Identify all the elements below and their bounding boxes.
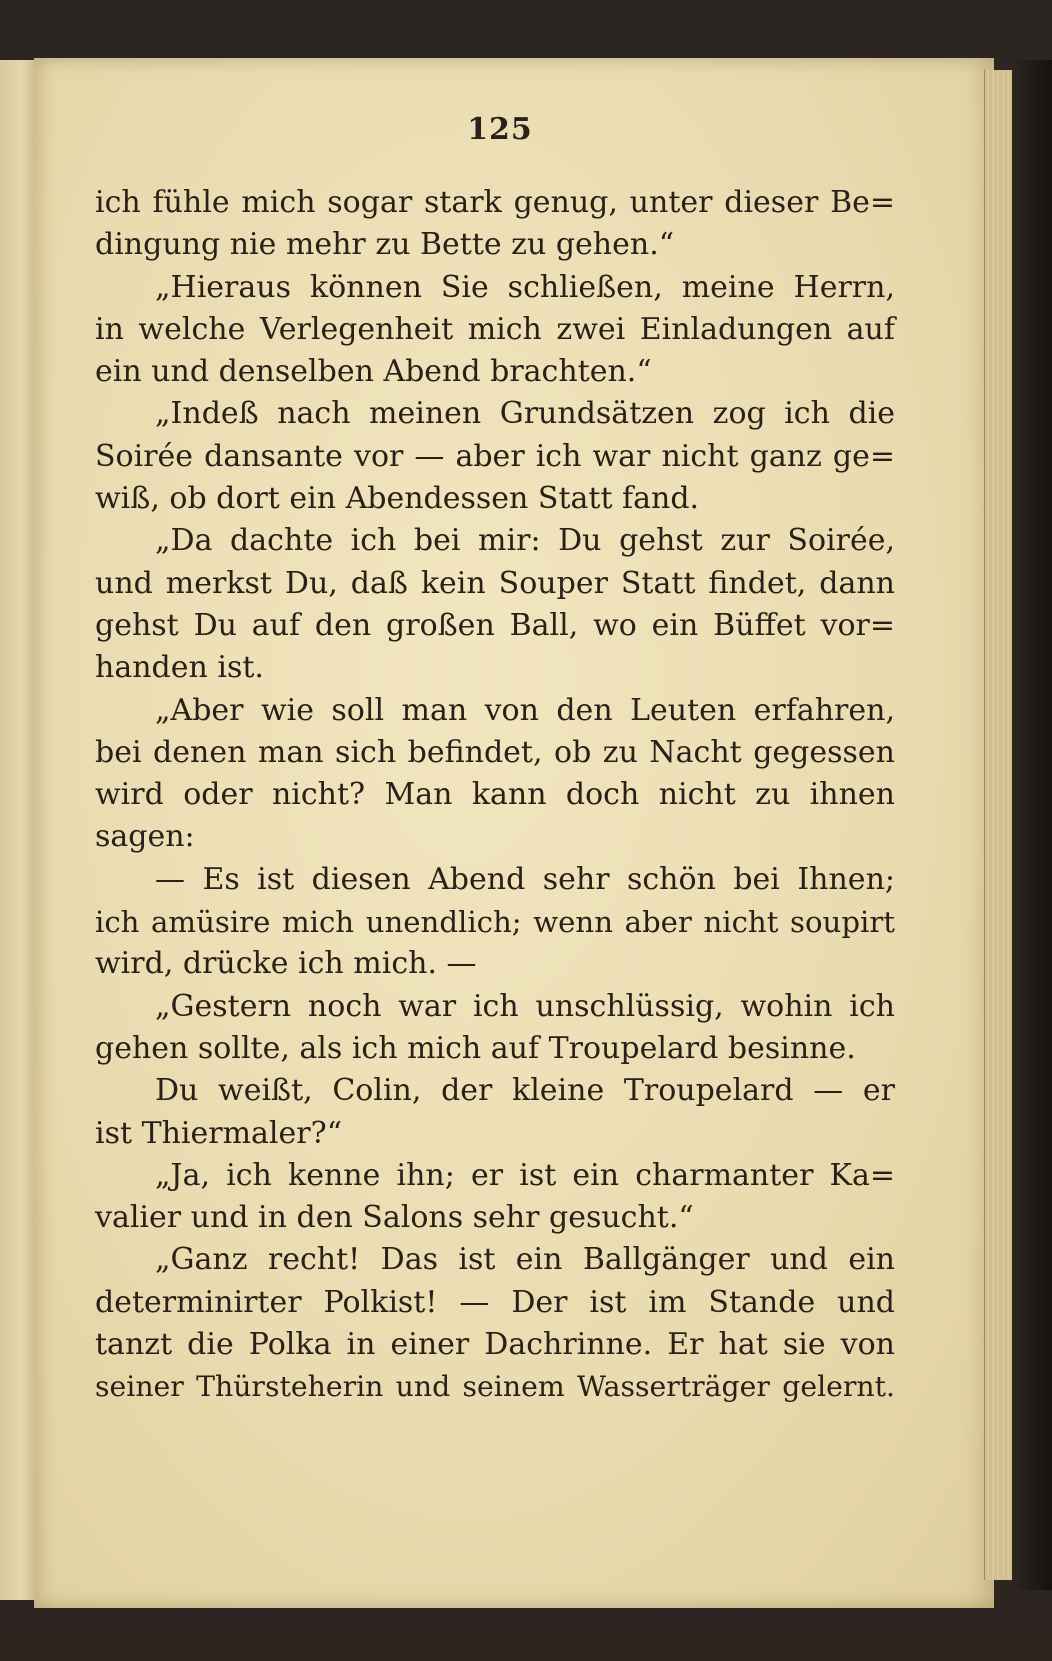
text-line: „Hieraus können Sie schließen, meine Herrn,: [155, 269, 895, 305]
text-line: „Indeß nach meinen Grundsätzen zog ich die: [155, 396, 895, 432]
text-line: handen ist.: [95, 650, 264, 686]
text-line: — Es ist diesen Abend sehr schön bei Ihnen;: [155, 861, 895, 897]
text-line: ist Thiermaler?“: [95, 1115, 343, 1151]
text-line: dingung nie mehr zu Bette zu gehen.“: [95, 227, 675, 263]
text-line: „Da dachte ich bei mir: Du gehst zur Soirée,: [155, 523, 895, 559]
text-line: „Aber wie soll man von den Leuten erfahren,: [155, 692, 895, 728]
text-line: sagen:: [95, 819, 195, 855]
text-line: „Ganz recht! Das ist ein Ballgänger und ein: [155, 1242, 895, 1278]
text-line: „Ja, ich kenne ihn; er ist ein charmanter Ka=: [155, 1157, 895, 1193]
text-line: gehen sollte, als ich mich auf Troupelard besinne.: [95, 1030, 856, 1066]
text-line: ein und denselben Abend brachten.“: [95, 354, 652, 390]
binding-shadow: [1012, 60, 1052, 1590]
text-line: wird oder nicht? Man kann doch nicht zu ihnen: [95, 777, 895, 813]
text-line: gehst Du auf den großen Ball, wo ein Büffet vor=: [95, 607, 895, 643]
left-page-edge: [0, 60, 38, 1600]
text-line: valier und in den Salons sehr gesucht.“: [95, 1200, 694, 1236]
text-line: in welche Verlegenheit mich zwei Einladungen auf: [95, 311, 895, 347]
text-line: Du weißt, Colin, der kleine Troupelard — er: [155, 1073, 895, 1109]
text-line: Soirée dansante vor — aber ich war nicht ganz ge=: [95, 438, 895, 474]
text-line: seiner Thürsteherin und seinem Wasserträger gelernt.: [95, 1370, 895, 1404]
text-line: ich amüsire mich unendlich; wenn aber nicht soupirt: [95, 905, 895, 940]
text-line: bei denen man sich befindet, ob zu Nacht gegessen: [95, 734, 895, 770]
text-line: wiß, ob dort ein Abendessen Statt fand.: [95, 481, 700, 517]
text-line: determinirter Polkist! — Der ist im Stande und: [95, 1284, 895, 1320]
text-line: „Gestern noch war ich unschlüssig, wohin ich: [155, 988, 895, 1024]
page-stack-edge: [984, 70, 1013, 1580]
text-line: wird, drücke ich mich. —: [95, 946, 477, 982]
body-text: [95, 182, 895, 1409]
text-line: tanzt die Polka in einer Dachrinne. Er hat sie von: [95, 1327, 895, 1363]
text-line: ich fühle mich sogar stark genug, unter dieser Be=: [95, 185, 895, 220]
page-number: 125: [467, 112, 533, 147]
text-line: und merkst Du, daß kein Souper Statt findet, dann: [95, 565, 895, 601]
